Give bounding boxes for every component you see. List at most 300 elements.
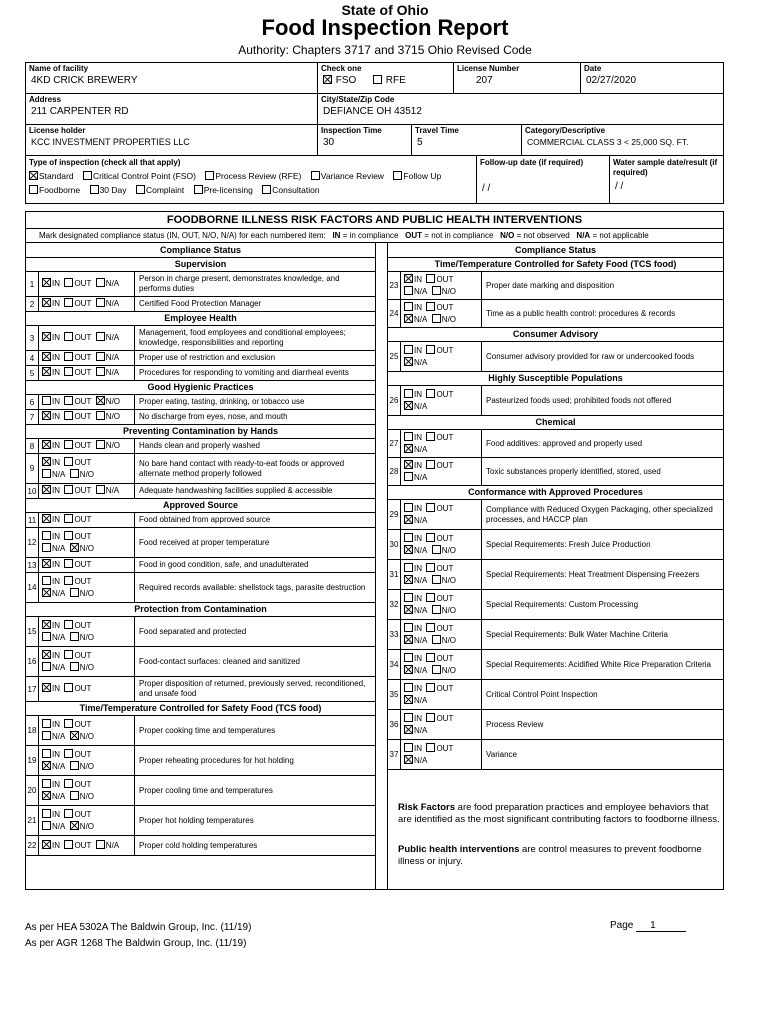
item-12-in-label: IN (52, 531, 60, 541)
item-1-out-checkbox[interactable] (64, 278, 73, 287)
compliance-options (40, 573, 135, 602)
item-description: Process Review (486, 719, 544, 729)
item-37-out-checkbox[interactable] (426, 743, 435, 752)
type-pre-licensing-label: Pre-licensing (203, 185, 253, 195)
item-number: 9 (26, 454, 39, 483)
item-1-out-label: OUT (74, 279, 92, 288)
item-23-out-checkbox[interactable] (426, 274, 435, 283)
item-14-out-label: OUT (74, 576, 92, 586)
item-12-out-checkbox[interactable] (64, 531, 73, 540)
compliance-options (40, 272, 135, 296)
section-chemical: Chemical (388, 416, 723, 430)
item-number: 13 (26, 558, 39, 572)
item-number: 31 (388, 560, 401, 589)
item-14-n-o-label: N/O (79, 588, 95, 598)
item-17-in-checkbox[interactable] (42, 683, 51, 692)
item-28-n-a-checkbox[interactable] (404, 472, 413, 481)
item-number: 29 (388, 500, 401, 529)
item-8-in-checkbox[interactable] (42, 440, 51, 449)
date-field[interactable] (581, 63, 723, 94)
date-value: 02/27/2020 (586, 75, 637, 86)
item-35-in-checkbox[interactable] (404, 683, 413, 692)
item-1-in-checkbox[interactable] (42, 278, 51, 287)
item-19-in-checkbox[interactable] (42, 749, 51, 758)
item-34-out-label: OUT (436, 653, 454, 663)
inspection-types-row-2 (26, 181, 476, 195)
license-holder-field[interactable] (26, 125, 318, 156)
license-number-field[interactable] (454, 63, 581, 94)
item-number: 37 (388, 740, 401, 769)
section-consumer-advisory: Consumer Advisory (388, 328, 723, 342)
section-highly-susceptible-populations: Highly Susceptible Populations (388, 372, 723, 386)
item-20-n-o-label: N/O (79, 791, 95, 801)
item-10-in-checkbox[interactable] (42, 485, 51, 494)
item-30-n-o-label: N/O (441, 545, 457, 555)
item-number: 21 (26, 806, 39, 835)
item-6-n-o-checkbox[interactable] (96, 396, 105, 405)
compliance-legend (26, 229, 723, 243)
compliance-options (40, 528, 135, 557)
item-26-n-a-label: N/A (414, 401, 428, 411)
item-description: Food separated and protected (139, 626, 247, 636)
compliance-options (402, 272, 482, 299)
item-row-7 (26, 410, 375, 425)
legend-no: N/O (500, 231, 515, 240)
item-36-out-checkbox[interactable] (426, 713, 435, 722)
section-good-hygienic-practices: Good Hygienic Practices (26, 381, 375, 395)
license-number-value: 207 (476, 75, 493, 86)
item-30-in-label: IN (414, 533, 422, 543)
item-number: 28 (388, 458, 401, 485)
item-2-out-label: OUT (74, 299, 92, 308)
item-21-out-label: OUT (74, 809, 92, 819)
item-29-in-label: IN (414, 503, 422, 513)
item-20-out-checkbox[interactable] (64, 779, 73, 788)
item-35-out-checkbox[interactable] (426, 683, 435, 692)
item-24-in-label: IN (414, 302, 422, 312)
item-number: 16 (26, 647, 39, 676)
item-row-20 (26, 776, 375, 806)
item-30-n-o-checkbox[interactable] (432, 545, 441, 554)
inspection-time-field[interactable] (318, 125, 412, 156)
item-2-in-checkbox[interactable] (42, 298, 51, 307)
item-15-n-a-checkbox[interactable] (42, 632, 51, 641)
fso-checkbox[interactable] (323, 75, 332, 84)
item-8-in-label: IN (52, 441, 60, 450)
item-31-n-a-label: N/A (414, 575, 428, 585)
item-35-n-a-checkbox[interactable] (404, 695, 413, 704)
item-row-33 (388, 620, 723, 650)
item-25-in-checkbox[interactable] (404, 345, 413, 354)
facility-name-field[interactable] (26, 63, 318, 94)
type-complaint-checkbox[interactable] (136, 185, 145, 194)
item-30-n-a-checkbox[interactable] (404, 545, 413, 554)
item-row-13 (26, 558, 375, 573)
item-21-out-checkbox[interactable] (64, 809, 73, 818)
item-9-n-a-checkbox[interactable] (42, 469, 51, 478)
item-16-in-label: IN (52, 650, 60, 660)
legend-na: N/A (576, 231, 591, 240)
item-5-in-checkbox[interactable] (42, 367, 51, 376)
item-10-out-checkbox[interactable] (64, 485, 73, 494)
item-21-n-a-checkbox[interactable] (42, 821, 51, 830)
item-1-n-a-checkbox[interactable] (96, 278, 105, 287)
item-31-n-o-checkbox[interactable] (432, 575, 441, 584)
compliance-options (402, 680, 482, 709)
item-number: 34 (388, 650, 401, 679)
item-row-8 (26, 439, 375, 454)
followup-date-value: / / (482, 183, 491, 194)
item-description: Proper cold holding temperatures (139, 840, 258, 850)
item-32-n-o-checkbox[interactable] (432, 605, 441, 614)
item-7-out-checkbox[interactable] (64, 411, 73, 420)
item-9-n-o-label: N/O (79, 469, 95, 479)
item-row-23 (388, 272, 723, 300)
type-30-day-label: 30 Day (99, 185, 127, 195)
item-28-out-checkbox[interactable] (426, 460, 435, 469)
item-32-n-a-checkbox[interactable] (404, 605, 413, 614)
item-3-n-a-checkbox[interactable] (96, 332, 105, 341)
risk-factors-term: Risk Factors (398, 802, 456, 813)
compliance-options (402, 430, 482, 457)
item-description: Proper reheating procedures for hot holding (139, 755, 294, 765)
item-16-n-a-checkbox[interactable] (42, 662, 51, 671)
item-14-n-o-checkbox[interactable] (70, 588, 79, 597)
item-19-n-a-checkbox[interactable] (42, 761, 51, 770)
item-19-n-o-checkbox[interactable] (70, 761, 79, 770)
item-31-out-label: OUT (436, 563, 454, 573)
item-description: Person in charge present, demonstrates knowledge, and performs duties (139, 274, 340, 293)
item-3-in-checkbox[interactable] (42, 332, 51, 341)
item-33-n-a-checkbox[interactable] (404, 635, 413, 644)
item-24-n-a-checkbox[interactable] (404, 314, 413, 323)
item-10-in-label: IN (52, 486, 60, 495)
item-29-in-checkbox[interactable] (404, 503, 413, 512)
compliance-options (402, 458, 482, 485)
item-1-n-a-label: N/A (105, 279, 120, 288)
address-field[interactable] (26, 94, 318, 125)
type-follow-up-checkbox[interactable] (393, 171, 402, 180)
item-36-n-a-checkbox[interactable] (404, 725, 413, 734)
type-consultation-label: Consultation (272, 185, 320, 195)
item-37-n-a-checkbox[interactable] (404, 755, 413, 764)
item-33-n-o-checkbox[interactable] (432, 635, 441, 644)
type-foodborne-checkbox[interactable] (29, 185, 38, 194)
item-32-in-checkbox[interactable] (404, 593, 413, 602)
item-description: Proper use of restriction and exclusion (139, 353, 276, 362)
item-12-n-o-label: N/O (79, 543, 95, 553)
compliance-options (40, 395, 135, 409)
item-5-out-checkbox[interactable] (64, 367, 73, 376)
item-18-in-label: IN (52, 719, 60, 729)
item-28-in-label: IN (414, 460, 422, 470)
item-34-out-checkbox[interactable] (426, 653, 435, 662)
item-row-4 (26, 351, 375, 366)
page-number (610, 920, 686, 932)
fso-label: FSO (335, 75, 357, 86)
item-18-in-checkbox[interactable] (42, 719, 51, 728)
item-6-n-o-label: N/O (105, 397, 121, 406)
item-description: Toxic substances properly identified, stored, used (486, 466, 661, 476)
legend-out-text: = not in compliance (424, 231, 494, 240)
rfe-checkbox[interactable] (373, 75, 382, 84)
type-30-day-checkbox[interactable] (90, 185, 99, 194)
item-description: Proper hot holding temperatures (139, 815, 254, 825)
section-supervision: Supervision (26, 258, 375, 272)
item-8-n-o-checkbox[interactable] (96, 440, 105, 449)
item-24-n-o-checkbox[interactable] (432, 314, 441, 323)
compliance-options (40, 326, 135, 350)
address-value: 211 CARPENTER RD (31, 106, 129, 117)
item-22-in-checkbox[interactable] (42, 840, 51, 849)
item-7-in-checkbox[interactable] (42, 411, 51, 420)
item-13-out-label: OUT (74, 560, 92, 569)
item-16-in-checkbox[interactable] (42, 650, 51, 659)
item-33-out-checkbox[interactable] (426, 623, 435, 632)
item-24-out-label: OUT (436, 302, 454, 312)
item-19-out-checkbox[interactable] (64, 749, 73, 758)
item-20-n-a-checkbox[interactable] (42, 791, 51, 800)
item-15-out-label: OUT (74, 620, 92, 630)
item-27-n-a-checkbox[interactable] (404, 444, 413, 453)
item-27-out-checkbox[interactable] (426, 432, 435, 441)
item-23-n-a-checkbox[interactable] (404, 286, 413, 295)
city-field[interactable] (318, 94, 723, 125)
item-number: 17 (26, 677, 39, 701)
compliance-options (402, 300, 482, 327)
item-13-in-label: IN (52, 560, 60, 569)
item-number: 30 (388, 530, 401, 559)
type-process-review-rfe-checkbox[interactable] (205, 171, 214, 180)
item-row-21 (26, 806, 375, 836)
item-14-out-checkbox[interactable] (64, 576, 73, 585)
item-row-22 (26, 836, 375, 856)
item-29-n-a-checkbox[interactable] (404, 515, 413, 524)
item-33-in-checkbox[interactable] (404, 623, 413, 632)
type-standard-checkbox[interactable] (29, 171, 38, 180)
item-10-n-a-checkbox[interactable] (96, 485, 105, 494)
item-30-out-checkbox[interactable] (426, 533, 435, 542)
item-31-n-o-label: N/O (441, 575, 457, 585)
item-31-in-label: IN (414, 563, 422, 573)
item-6-in-checkbox[interactable] (42, 396, 51, 405)
compliance-options (402, 500, 482, 529)
type-variance-review-checkbox[interactable] (311, 171, 320, 180)
item-23-n-o-label: N/O (441, 286, 457, 296)
item-2-out-checkbox[interactable] (64, 298, 73, 307)
item-34-in-checkbox[interactable] (404, 653, 413, 662)
item-20-n-o-checkbox[interactable] (70, 791, 79, 800)
item-32-n-a-label: N/A (414, 605, 428, 615)
item-row-24 (388, 300, 723, 328)
compliance-options (40, 746, 135, 775)
followup-date-field[interactable] (477, 156, 610, 203)
item-row-37 (388, 740, 723, 770)
item-4-in-checkbox[interactable] (42, 352, 51, 361)
page-num-value[interactable]: 1 (636, 920, 686, 932)
travel-time-field[interactable] (412, 125, 522, 156)
legend-prefix: Mark designated compliance status (IN, OUT, N/O, N/A) for each numbered item: (39, 231, 326, 240)
item-4-out-checkbox[interactable] (64, 352, 73, 361)
item-description: Management, food employees and conditional employees; knowledge, responsibilities and reporting (139, 328, 346, 347)
item-description: Consumer advisory provided for raw or undercooked foods (486, 351, 695, 361)
item-row-27 (388, 430, 723, 458)
item-12-n-o-checkbox[interactable] (70, 543, 79, 552)
item-4-n-a-checkbox[interactable] (96, 352, 105, 361)
item-15-out-checkbox[interactable] (64, 620, 73, 629)
inspection-types-row-1 (26, 167, 476, 181)
item-7-n-o-label: N/O (105, 412, 121, 421)
item-description: No discharge from eyes, nose, and mouth (139, 412, 288, 421)
item-8-out-checkbox[interactable] (64, 440, 73, 449)
category-label: Category/Descriptive (525, 126, 606, 135)
type-critical-control-point-fso-label: Critical Control Point (FSO) (92, 171, 196, 181)
item-number: 23 (388, 272, 401, 299)
type-critical-control-point-fso-checkbox[interactable] (83, 171, 92, 180)
item-13-out-checkbox[interactable] (64, 559, 73, 568)
water-sample-field[interactable] (610, 156, 723, 203)
item-row-5 (26, 366, 375, 381)
item-34-n-a-checkbox[interactable] (404, 665, 413, 674)
item-25-out-checkbox[interactable] (426, 345, 435, 354)
item-9-n-o-checkbox[interactable] (70, 469, 79, 478)
item-11-in-checkbox[interactable] (42, 514, 51, 523)
license-number-label: License Number (457, 64, 520, 73)
item-number: 33 (388, 620, 401, 649)
item-34-n-o-checkbox[interactable] (432, 665, 441, 674)
item-23-in-checkbox[interactable] (404, 274, 413, 283)
item-3-out-checkbox[interactable] (64, 332, 73, 341)
compliance-options (40, 776, 135, 805)
item-22-n-a-checkbox[interactable] (96, 840, 105, 849)
item-28-in-checkbox[interactable] (404, 460, 413, 469)
item-9-in-checkbox[interactable] (42, 457, 51, 466)
item-26-n-a-checkbox[interactable] (404, 401, 413, 410)
item-33-in-label: IN (414, 623, 422, 633)
item-22-out-checkbox[interactable] (64, 840, 73, 849)
item-18-n-o-checkbox[interactable] (70, 731, 79, 740)
item-18-out-label: OUT (74, 719, 92, 729)
item-21-in-checkbox[interactable] (42, 809, 51, 818)
item-10-n-a-label: N/A (105, 486, 120, 495)
compliance-options (402, 650, 482, 679)
item-6-in-label: IN (52, 397, 60, 406)
item-21-n-o-checkbox[interactable] (70, 821, 79, 830)
item-5-n-a-label: N/A (105, 368, 120, 377)
item-18-n-a-checkbox[interactable] (42, 731, 51, 740)
item-10-out-label: OUT (74, 486, 92, 495)
item-row-25 (388, 342, 723, 372)
item-31-out-checkbox[interactable] (426, 563, 435, 572)
item-23-n-o-checkbox[interactable] (432, 286, 441, 295)
item-23-in-label: IN (414, 274, 422, 284)
item-2-n-a-checkbox[interactable] (96, 298, 105, 307)
item-31-in-checkbox[interactable] (404, 563, 413, 572)
compliance-options (40, 806, 135, 835)
authority-line: Authority: Chapters 3717 and 3715 Ohio Revised Code (238, 43, 532, 57)
item-8-out-label: OUT (74, 441, 92, 450)
item-12-in-checkbox[interactable] (42, 531, 51, 540)
item-31-n-a-checkbox[interactable] (404, 575, 413, 584)
item-24-n-a-label: N/A (414, 314, 428, 324)
item-6-out-checkbox[interactable] (64, 396, 73, 405)
item-14-n-a-label: N/A (52, 588, 66, 598)
compliance-options (402, 530, 482, 559)
item-6-out-label: OUT (74, 397, 92, 406)
item-24-in-checkbox[interactable] (404, 302, 413, 311)
item-17-out-checkbox[interactable] (64, 683, 73, 692)
item-14-n-a-checkbox[interactable] (42, 588, 51, 597)
inspection-time-label: Inspection Time (321, 126, 382, 135)
item-11-out-label: OUT (74, 515, 92, 524)
item-5-n-a-checkbox[interactable] (96, 367, 105, 376)
type-consultation-checkbox[interactable] (262, 185, 271, 194)
risk-factors-section (25, 211, 724, 890)
item-9-out-checkbox[interactable] (64, 457, 73, 466)
item-19-out-label: OUT (74, 749, 92, 759)
check-one-field (318, 63, 454, 94)
item-25-n-a-checkbox[interactable] (404, 357, 413, 366)
item-15-in-checkbox[interactable] (42, 620, 51, 629)
item-29-out-checkbox[interactable] (426, 503, 435, 512)
item-30-in-checkbox[interactable] (404, 533, 413, 542)
item-number: 11 (26, 513, 39, 527)
item-row-32 (388, 590, 723, 620)
item-number: 36 (388, 710, 401, 739)
item-37-in-checkbox[interactable] (404, 743, 413, 752)
item-13-in-checkbox[interactable] (42, 559, 51, 568)
item-row-2 (26, 297, 375, 312)
check-one-label: Check one (321, 64, 362, 73)
item-20-in-checkbox[interactable] (42, 779, 51, 788)
item-16-out-checkbox[interactable] (64, 650, 73, 659)
item-30-n-a-label: N/A (414, 545, 428, 555)
item-32-n-o-label: N/O (441, 605, 457, 615)
section-employee-health: Employee Health (26, 312, 375, 326)
item-18-out-checkbox[interactable] (64, 719, 73, 728)
item-row-1 (26, 272, 375, 297)
item-37-n-a-label: N/A (414, 755, 428, 765)
type-foodborne-label: Foodborne (39, 185, 81, 195)
item-24-n-o-label: N/O (441, 314, 457, 324)
category-field[interactable] (522, 125, 723, 156)
item-32-out-checkbox[interactable] (426, 593, 435, 602)
type-process-review-rfe-label: Process Review (RFE) (215, 171, 302, 181)
item-16-n-o-checkbox[interactable] (70, 662, 79, 671)
type-pre-licensing-checkbox[interactable] (194, 185, 203, 194)
item-7-n-o-checkbox[interactable] (96, 411, 105, 420)
item-26-out-checkbox[interactable] (426, 389, 435, 398)
item-12-n-a-label: N/A (52, 543, 66, 553)
item-36-in-checkbox[interactable] (404, 713, 413, 722)
item-12-n-a-checkbox[interactable] (42, 543, 51, 552)
column-divider-left (375, 243, 376, 889)
item-26-out-label: OUT (436, 389, 454, 399)
item-34-n-a-label: N/A (414, 665, 428, 675)
item-11-out-checkbox[interactable] (64, 514, 73, 523)
item-description: Proper date marking and disposition (486, 280, 615, 290)
item-24-out-checkbox[interactable] (426, 302, 435, 311)
item-15-n-o-checkbox[interactable] (70, 632, 79, 641)
interventions-definition: are control measures to prevent foodborne illness or injury. (398, 844, 702, 867)
item-14-in-checkbox[interactable] (42, 576, 51, 585)
item-number: 26 (388, 386, 401, 415)
item-26-in-checkbox[interactable] (404, 389, 413, 398)
item-27-in-checkbox[interactable] (404, 432, 413, 441)
item-34-in-label: IN (414, 653, 422, 663)
facility-name-label: Name of facility (29, 64, 89, 73)
item-7-in-label: IN (52, 412, 60, 421)
